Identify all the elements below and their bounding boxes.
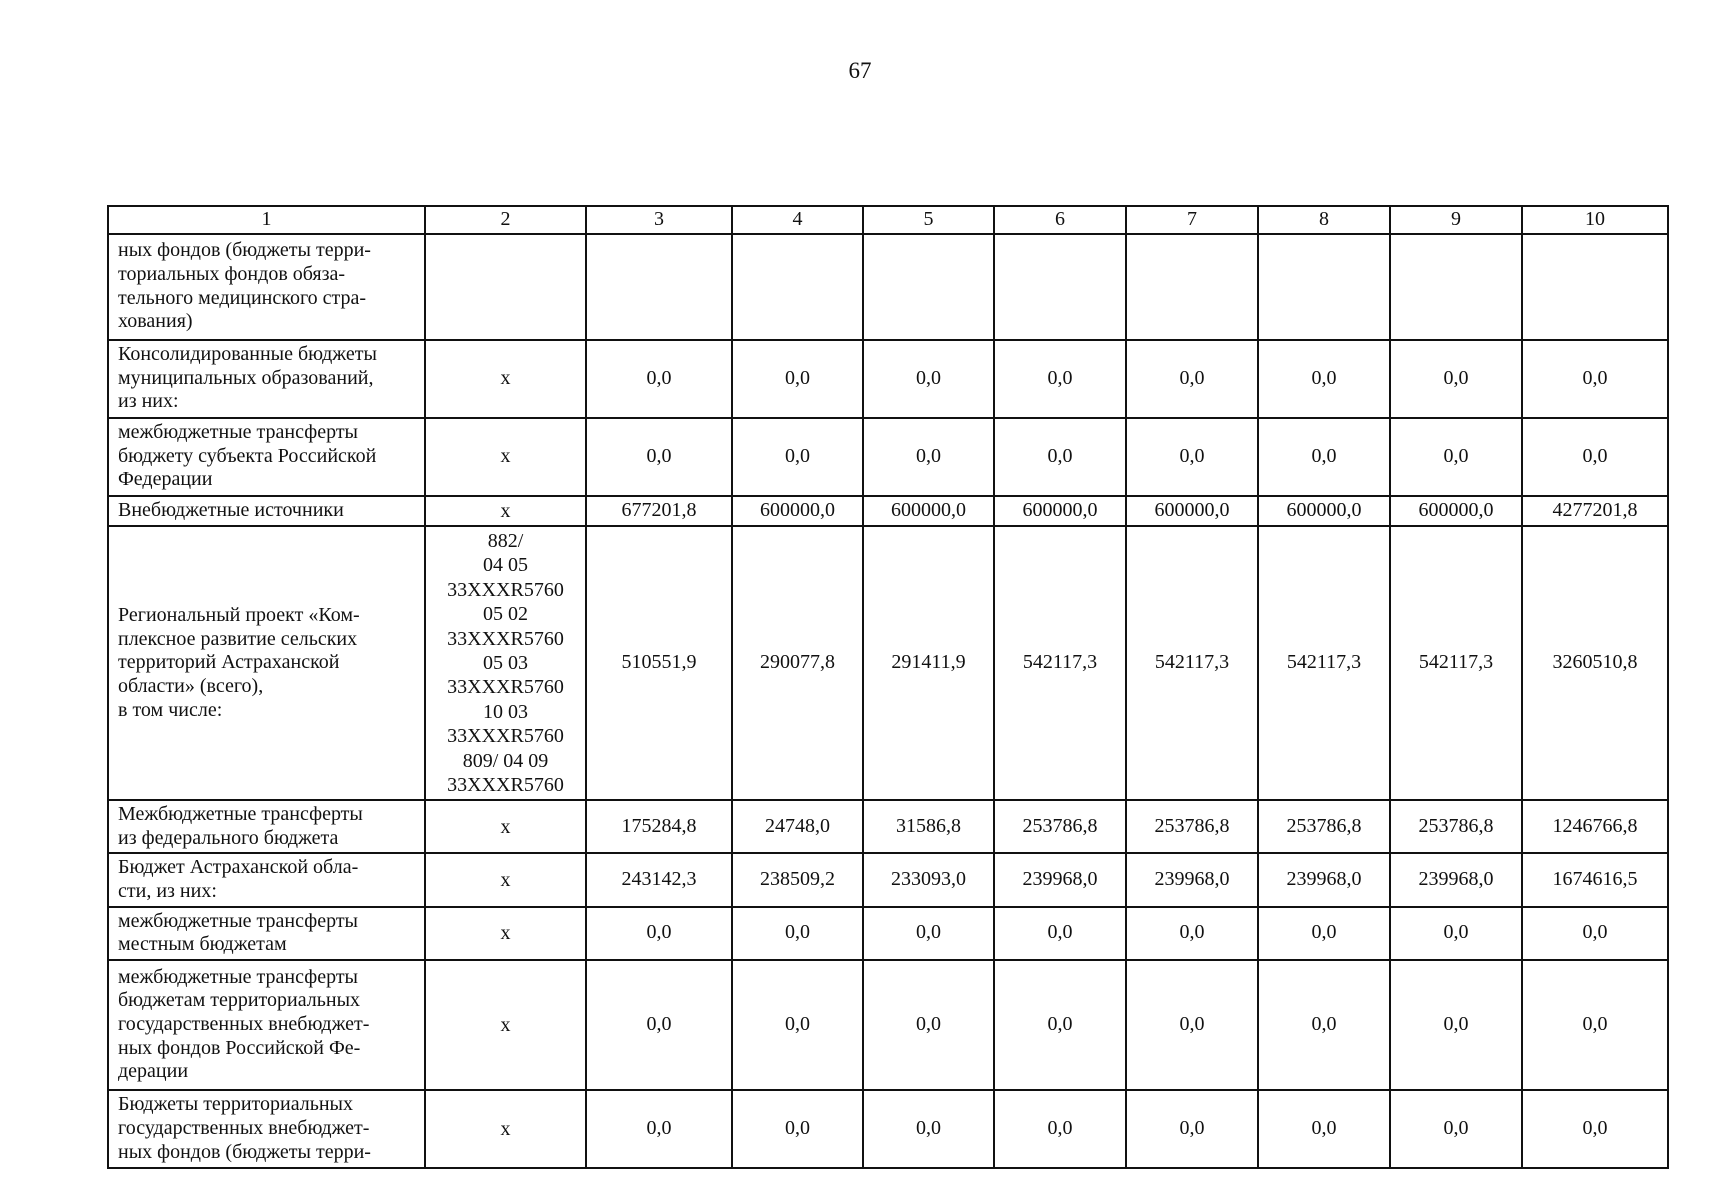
value-cell: [863, 234, 994, 340]
budget-code-cell: [425, 526, 586, 800]
value-cell: 238509,2: [732, 853, 863, 906]
value-cell: 0,0: [732, 1090, 863, 1168]
value-cell: 0,0: [1126, 960, 1258, 1090]
value-cell: 0,0: [1522, 340, 1668, 418]
value-cell: 1246766,8: [1522, 800, 1668, 853]
row-label-line: в том числе:: [118, 698, 223, 721]
table-row: [108, 340, 1668, 418]
value-cell: 0,0: [994, 960, 1126, 1090]
row-label-line: плексное развитие сельских: [118, 627, 358, 650]
column-header: 10: [1522, 206, 1668, 234]
value-cell: 0,0: [1390, 907, 1522, 960]
row-label-line: ных фондов (бюджеты терри-: [118, 239, 371, 262]
value-cell: [1522, 234, 1668, 340]
value-cell: 0,0: [994, 418, 1126, 496]
budget-code-line: 10 03: [483, 700, 528, 723]
budget-code-line: 33XXXR5760: [447, 773, 564, 796]
budget-code-line: 33XXXR5760: [447, 676, 564, 699]
value-cell: 243142,3: [586, 853, 732, 906]
value-cell: 0,0: [1126, 340, 1258, 418]
value-cell: 600000,0: [1126, 496, 1258, 526]
row-label-line: Бюджеты территориальных: [118, 1093, 353, 1116]
row-label-line: муниципальных образований,: [118, 366, 374, 389]
value-cell: 0,0: [1390, 340, 1522, 418]
value-cell: 0,0: [1258, 418, 1390, 496]
table-row: [108, 418, 1668, 496]
value-cell: 239968,0: [1390, 853, 1522, 906]
value-cell: 510551,9: [586, 526, 732, 800]
page-number: 67: [848, 58, 872, 83]
row-label-line: территорий Астраханской: [118, 651, 340, 674]
table-row: [108, 853, 1668, 906]
table-row: [108, 960, 1668, 1090]
row-label-line: межбюджетные трансферты: [118, 421, 358, 444]
value-cell: 0,0: [1522, 1090, 1668, 1168]
value-cell: 291411,9: [863, 526, 994, 800]
value-cell: 542117,3: [994, 526, 1126, 800]
value-cell: 0,0: [1126, 907, 1258, 960]
value-cell: [1126, 234, 1258, 340]
value-cell: 4277201,8: [1522, 496, 1668, 526]
column-header: 7: [1126, 206, 1258, 234]
row-label: [108, 526, 425, 800]
header-row: [108, 206, 1668, 234]
value-cell: 239968,0: [1126, 853, 1258, 906]
value-cell: 0,0: [863, 340, 994, 418]
budget-code-line: 05 02: [483, 603, 528, 626]
table-row: [108, 496, 1668, 526]
row-label: [108, 800, 425, 853]
row-label: [108, 1090, 425, 1168]
column-header: 6: [994, 206, 1126, 234]
table-row: [108, 234, 1668, 340]
value-cell: 253786,8: [994, 800, 1126, 853]
row-label-line: сти, из них:: [118, 880, 217, 903]
budget-code-line: 33XXXR5760: [447, 725, 564, 748]
row-label-line: ных фондов Российской Фе-: [118, 1036, 361, 1059]
value-cell: 600000,0: [732, 496, 863, 526]
table-row: [108, 800, 1668, 853]
row-label-line: межбюджетные трансферты: [118, 965, 358, 988]
row-label-line: из федерального бюджета: [118, 826, 339, 849]
value-cell: 253786,8: [1390, 800, 1522, 853]
value-cell: 0,0: [1258, 340, 1390, 418]
value-cell: 239968,0: [1258, 853, 1390, 906]
table-body: [108, 234, 1668, 1168]
value-cell: 239968,0: [994, 853, 1126, 906]
value-cell: 0,0: [586, 907, 732, 960]
row-label: [108, 234, 425, 340]
budget-code-cell: х: [425, 496, 586, 526]
budget-code-line: 05 03: [483, 651, 528, 674]
column-header: 4: [732, 206, 863, 234]
value-cell: 0,0: [732, 960, 863, 1090]
budget-code-line: 04 05: [483, 554, 528, 577]
row-label-line: Межбюджетные трансферты: [118, 803, 363, 826]
budget-code-line: 882/: [487, 529, 524, 552]
value-cell: [586, 234, 732, 340]
budget-code-cell: [425, 234, 586, 340]
row-label: [108, 496, 425, 526]
budget-code-line: 809/ 04 09: [462, 749, 549, 772]
budget-code-cell: х: [425, 340, 586, 418]
value-cell: 0,0: [994, 907, 1126, 960]
column-header: 2: [425, 206, 586, 234]
value-cell: 600000,0: [1258, 496, 1390, 526]
value-cell: 542117,3: [1258, 526, 1390, 800]
budget-code-cell: х: [425, 960, 586, 1090]
row-label-line: Консолидированные бюджеты: [118, 343, 377, 366]
value-cell: [994, 234, 1126, 340]
value-cell: 0,0: [1126, 418, 1258, 496]
value-cell: 0,0: [1522, 418, 1668, 496]
value-cell: 0,0: [1258, 960, 1390, 1090]
budget-code-cell: х: [425, 853, 586, 906]
value-cell: 0,0: [863, 1090, 994, 1168]
row-label: [108, 960, 425, 1090]
table-row: [108, 1090, 1668, 1168]
value-cell: 0,0: [1258, 1090, 1390, 1168]
row-label-line: тельного медицинского стра-: [118, 286, 367, 309]
value-cell: 0,0: [863, 418, 994, 496]
value-cell: 600000,0: [1390, 496, 1522, 526]
table-row: [108, 526, 1668, 800]
row-label-line: из них:: [118, 390, 179, 413]
row-label-line: ториальных фондов обяза-: [118, 263, 346, 285]
table-row: [108, 907, 1668, 960]
value-cell: 233093,0: [863, 853, 994, 906]
value-cell: 0,0: [1522, 960, 1668, 1090]
value-cell: 253786,8: [1126, 800, 1258, 853]
column-header: 9: [1390, 206, 1522, 234]
value-cell: 0,0: [1126, 1090, 1258, 1168]
row-label-line: ных фондов (бюджеты терри-: [118, 1140, 371, 1163]
row-label-line: бюджету субъекта Российской: [118, 444, 377, 467]
budget-code-cell: х: [425, 418, 586, 496]
row-label-line: Федерации: [118, 468, 213, 491]
value-cell: 0,0: [1522, 907, 1668, 960]
value-cell: 0,0: [1258, 907, 1390, 960]
row-label-line: бюджетам территориальных: [118, 989, 361, 1012]
value-cell: 0,0: [586, 418, 732, 496]
row-label-line: дерации: [118, 1060, 189, 1083]
value-cell: 600000,0: [994, 496, 1126, 526]
row-label-line: хования): [118, 310, 193, 333]
row-label: [108, 340, 425, 418]
row-label-line: государственных внебюджет-: [118, 1117, 370, 1140]
budget-code-cell: х: [425, 1090, 586, 1168]
budget-code-line: 33XXXR5760: [447, 578, 564, 601]
column-header: 8: [1258, 206, 1390, 234]
value-cell: 31586,8: [863, 800, 994, 853]
row-label-line: области» (всего),: [118, 674, 264, 697]
value-cell: 0,0: [732, 340, 863, 418]
value-cell: 0,0: [1390, 960, 1522, 1090]
value-cell: 0,0: [586, 960, 732, 1090]
value-cell: 0,0: [586, 1090, 732, 1168]
row-label-line: государственных внебюджет-: [118, 1013, 370, 1036]
row-label: [108, 853, 425, 906]
budget-code-cell: х: [425, 800, 586, 853]
value-cell: 1674616,5: [1522, 853, 1668, 906]
value-cell: 175284,8: [586, 800, 732, 853]
value-cell: 600000,0: [863, 496, 994, 526]
value-cell: [1258, 234, 1390, 340]
value-cell: 0,0: [994, 340, 1126, 418]
value-cell: 0,0: [1390, 1090, 1522, 1168]
row-label-line: местным бюджетам: [118, 933, 287, 956]
value-cell: 542117,3: [1126, 526, 1258, 800]
value-cell: 0,0: [586, 340, 732, 418]
value-cell: 24748,0: [732, 800, 863, 853]
value-cell: 542117,3: [1390, 526, 1522, 800]
budget-code-line: 33XXXR5760: [447, 627, 564, 650]
row-label-line: межбюджетные трансферты: [118, 909, 358, 932]
value-cell: 253786,8: [1258, 800, 1390, 853]
row-label-line: Внебюджетные источники: [118, 498, 344, 521]
value-cell: 0,0: [863, 960, 994, 1090]
value-cell: 0,0: [732, 907, 863, 960]
value-cell: 290077,8: [732, 526, 863, 800]
value-cell: [1390, 234, 1522, 340]
budget-code-cell: х: [425, 907, 586, 960]
column-header: 3: [586, 206, 732, 234]
value-cell: [732, 234, 863, 340]
value-cell: 0,0: [994, 1090, 1126, 1168]
value-cell: 0,0: [1390, 418, 1522, 496]
value-cell: 3260510,8: [1522, 526, 1668, 800]
column-header: 5: [863, 206, 994, 234]
value-cell: 0,0: [732, 418, 863, 496]
value-cell: 677201,8: [586, 496, 732, 526]
row-label: [108, 418, 425, 496]
budget-table: [107, 205, 1669, 1169]
column-header: 1: [108, 206, 425, 234]
value-cell: 0,0: [863, 907, 994, 960]
row-label-line: Региональный проект «Ком-: [118, 604, 360, 627]
row-label: [108, 907, 425, 960]
row-label-line: Бюджет Астраханской обла-: [118, 856, 359, 879]
